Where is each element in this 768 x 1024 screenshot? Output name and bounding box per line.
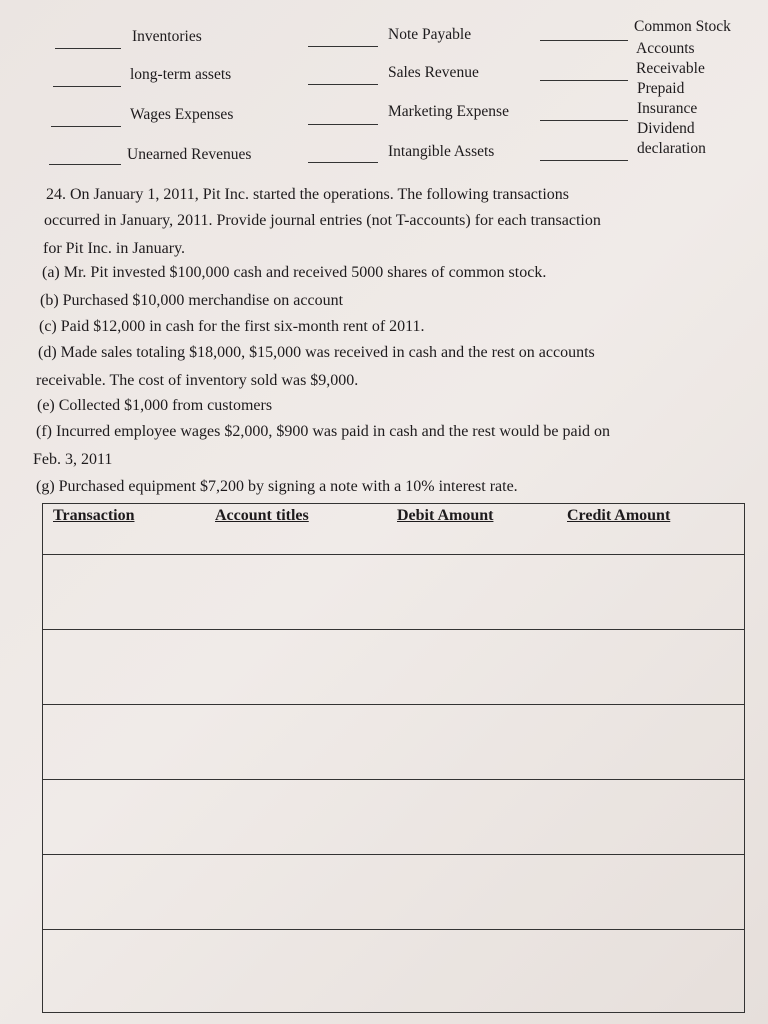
header-account-titles: Account titles bbox=[215, 507, 309, 524]
answer-blank[interactable] bbox=[49, 164, 121, 165]
entry-cell[interactable] bbox=[43, 780, 745, 855]
term-label: Accounts bbox=[636, 40, 695, 57]
question-line: Feb. 3, 2011 bbox=[33, 451, 113, 468]
header-debit-amount: Debit Amount bbox=[397, 507, 494, 524]
question-line: (a) Mr. Pit invested $100,000 cash and received 5000 shares of common stock. bbox=[42, 264, 547, 281]
header-transaction: Transaction bbox=[53, 507, 135, 524]
question-line: (b) Purchased $10,000 merchandise on account bbox=[40, 292, 344, 309]
term-label: Prepaid bbox=[637, 80, 685, 97]
term-label: Marketing Expense bbox=[388, 103, 509, 120]
term-label: Intangible Assets bbox=[388, 143, 495, 160]
answer-blank[interactable] bbox=[308, 46, 378, 47]
question-line: (g) Purchased equipment $7,200 by signing a note with a 10% interest rate. bbox=[36, 478, 518, 495]
term-label: Insurance bbox=[637, 100, 698, 117]
answer-blank[interactable] bbox=[308, 84, 378, 85]
answer-blank[interactable] bbox=[308, 124, 378, 125]
question-line: (d) Made sales totaling $18,000, $15,000 was received in cash and the rest on accounts bbox=[38, 344, 595, 361]
table-row bbox=[43, 705, 745, 780]
journal-entry-table bbox=[42, 503, 745, 1013]
entry-cell[interactable] bbox=[43, 930, 745, 1013]
term-label: Dividend bbox=[637, 120, 695, 137]
question-line: (f) Incurred employee wages $2,000, $900 was paid in cash and the rest would be paid on bbox=[36, 423, 611, 440]
term-label: Unearned Revenues bbox=[127, 146, 252, 163]
table-header-row bbox=[43, 504, 745, 555]
header-credit-amount: Credit Amount bbox=[567, 507, 671, 524]
entry-cell[interactable] bbox=[43, 705, 745, 780]
term-label: Common Stock bbox=[634, 18, 731, 35]
question-line: (c) Paid $12,000 in cash for the first six-month rent of 2011. bbox=[39, 318, 425, 335]
term-label: long-term assets bbox=[130, 66, 232, 83]
term-label: Note Payable bbox=[388, 26, 472, 43]
table-row bbox=[43, 630, 745, 705]
answer-blank[interactable] bbox=[540, 40, 628, 41]
table-row bbox=[43, 555, 745, 630]
table-row bbox=[43, 855, 745, 930]
question-line: for Pit Inc. in January. bbox=[43, 240, 186, 257]
entry-cell[interactable] bbox=[43, 855, 745, 930]
table-row bbox=[43, 780, 745, 855]
answer-blank[interactable] bbox=[308, 162, 378, 163]
question-line: (e) Collected $1,000 from customers bbox=[37, 397, 273, 414]
answer-blank[interactable] bbox=[51, 126, 121, 127]
term-label: declaration bbox=[637, 140, 706, 157]
entry-cell[interactable] bbox=[43, 555, 745, 630]
term-label: Sales Revenue bbox=[388, 64, 479, 81]
answer-blank[interactable] bbox=[540, 80, 628, 81]
term-label: Wages Expenses bbox=[130, 106, 234, 123]
table-row bbox=[43, 930, 745, 1013]
term-label: Receivable bbox=[636, 60, 705, 77]
entry-cell[interactable] bbox=[43, 630, 745, 705]
answer-blank[interactable] bbox=[55, 48, 121, 49]
term-label: Inventories bbox=[132, 28, 202, 45]
question-line: 24. On January 1, 2011, Pit Inc. started the operations. The following transactions bbox=[46, 186, 570, 203]
question-line: receivable. The cost of inventory sold was $9,000. bbox=[36, 372, 359, 389]
answer-blank[interactable] bbox=[540, 160, 628, 161]
answer-blank[interactable] bbox=[53, 86, 121, 87]
answer-blank[interactable] bbox=[540, 120, 628, 121]
question-line: occurred in January, 2011. Provide journal entries (not T-accounts) for each transaction bbox=[44, 212, 601, 229]
